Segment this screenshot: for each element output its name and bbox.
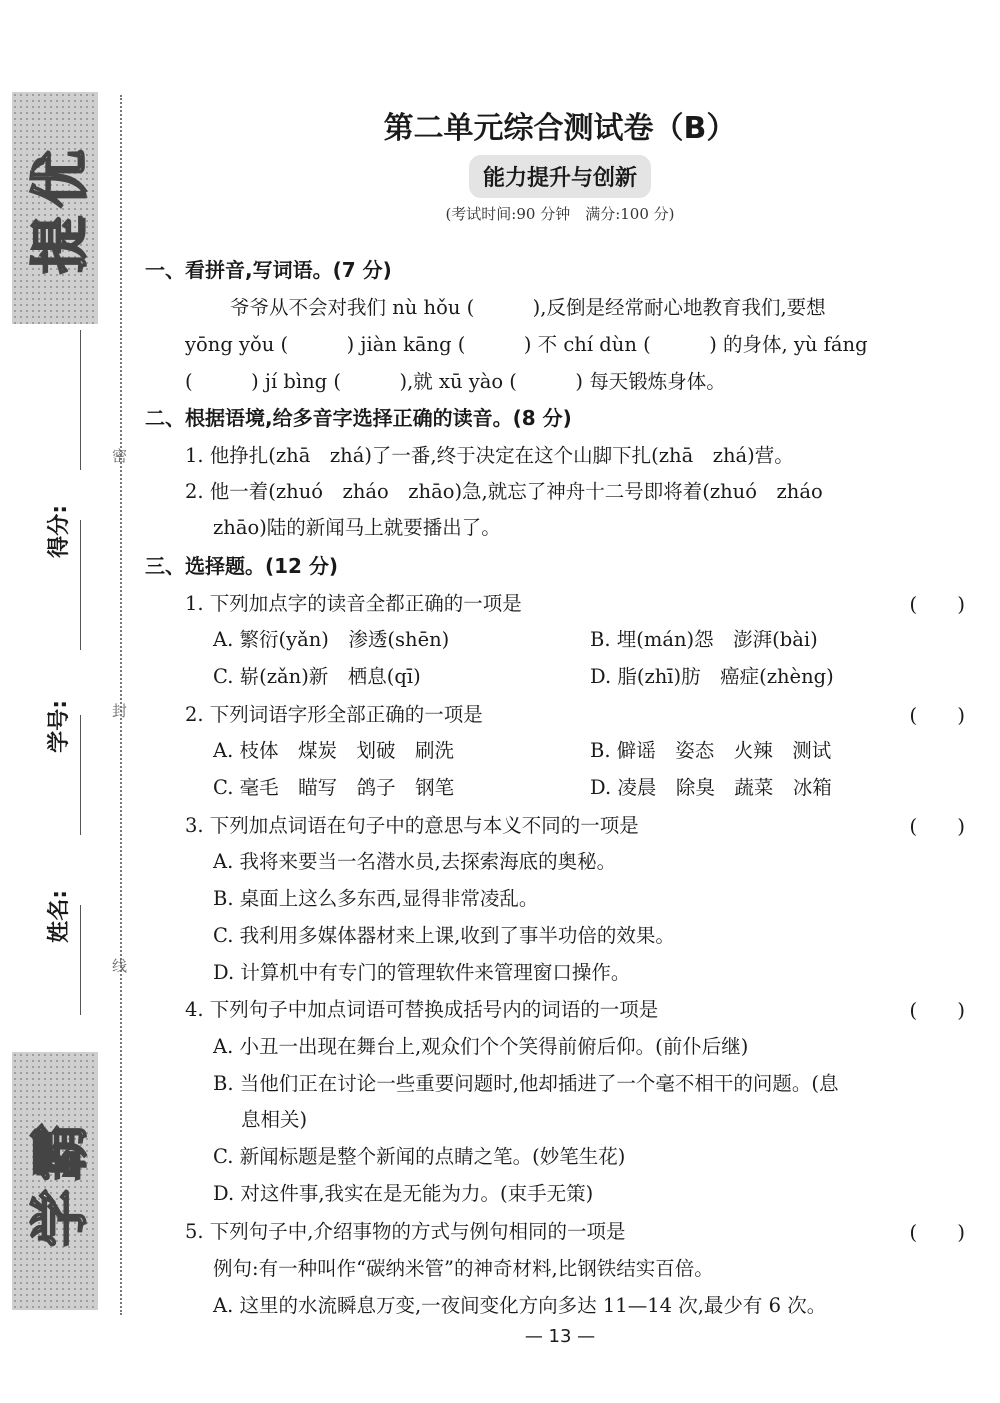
q1-option-a: A. 繁衍(yǎn) 渗透(shēn) bbox=[213, 628, 450, 651]
q2-stem: 2. 下列词语字形全部正确的一项是 bbox=[185, 703, 483, 726]
score-field bbox=[42, 505, 102, 585]
q2-option-b: B. 僻谣 姿态 火辣 测试 bbox=[590, 739, 832, 762]
score-line bbox=[80, 330, 81, 470]
seal-mark-feng: 封 bbox=[112, 702, 128, 720]
q4-option-d: D. 对这件事,我实在是无能为力。(束手无策) bbox=[213, 1182, 594, 1205]
q4-option-a: A. 小丑一出现在舞台上,观众们个个笑得前俯后仰。(前仆后继) bbox=[213, 1035, 749, 1058]
q2-answer-paren[interactable]: ( ) bbox=[909, 703, 965, 727]
s1-line-3: ( ) jí bìng ( ),就 xū yào ( ) 每天锻炼身体。 bbox=[185, 370, 726, 393]
q2-option-c: C. 毫毛 瞄写 鸽子 钢笔 bbox=[213, 776, 455, 799]
q3-option-c: C. 我利用多媒体器材来上课,收到了事半功倍的效果。 bbox=[213, 924, 675, 947]
seal-mark-mi: 密 bbox=[112, 447, 128, 465]
q5-option-a: A. 这里的水流瞬息万变,一夜间变化方向多达 11—14 次,最少有 6 次。 bbox=[213, 1294, 827, 1317]
q3-stem: 3. 下列加点词语在句子中的意思与本义不同的一项是 bbox=[185, 814, 639, 837]
binding-sidebar bbox=[0, 0, 130, 1403]
q1-option-d: D. 脂(zhī)肪 癌症(zhèng) bbox=[590, 665, 834, 688]
page-title: 第二单元综合测试卷（B） bbox=[383, 111, 737, 146]
q5-answer-paren[interactable]: ( ) bbox=[909, 1220, 965, 1244]
section-1-title: 一、看拼音,写词语。(7 分) bbox=[145, 258, 392, 282]
name-label: 姓名: bbox=[47, 890, 72, 943]
q4-stem: 4. 下列句子中加点词语可替换成括号内的词语的一项是 bbox=[185, 998, 659, 1021]
s2-question-1: 1. 他挣扎(zhā zhá)了一番,终于决定在这个山脚下扎(zhā zhá)营。 bbox=[185, 444, 794, 467]
sidebar-bottom-block bbox=[12, 1052, 98, 1310]
s2-question-2b: zhāo)陆的新闻马上就要播出了。 bbox=[213, 516, 501, 539]
q5-stem: 5. 下列句子中,介绍事物的方式与例句相同的一项是 bbox=[185, 1220, 626, 1243]
s1-line-2: yōng yǒu ( ) jiàn kāng ( ) 不 chí dùn ( ) 的身体, yù fáng bbox=[185, 333, 868, 356]
subtitle-wrap bbox=[145, 155, 975, 198]
s2-question-2a: 2. 他一着(zhuó zháo zhāo)急,就忘了神舟十二号即将着(zhuó zháo bbox=[185, 480, 823, 503]
q2-option-d: D. 凌晨 除臭 蔬菜 冰箱 bbox=[590, 776, 832, 799]
exam-info: (考试时间:90 分钟 满分:100 分) bbox=[445, 205, 675, 223]
s1-line-1: 爷爷从不会对我们 nù hǒu ( ),反倒是经常耐心地教育我们,要想 bbox=[230, 296, 826, 319]
q2-option-a: A. 枝体 煤炭 划破 刷洗 bbox=[213, 739, 454, 762]
name-field bbox=[42, 890, 102, 970]
section-2-title: 二、根据语境,给多音字选择正确的读音。(8 分) bbox=[145, 406, 572, 430]
q1-answer-paren[interactable]: ( ) bbox=[909, 592, 965, 616]
section-3-title: 三、选择题。(12 分) bbox=[145, 554, 339, 578]
q1-option-b: B. 埋(mán)怨 澎湃(bài) bbox=[590, 628, 818, 651]
q4-option-b-line2: 息相关) bbox=[241, 1108, 308, 1131]
q4-option-b-line1: B. 当他们正在讨论一些重要问题时,他却插进了一个毫不相干的问题。(息 bbox=[213, 1072, 839, 1095]
class-line bbox=[80, 905, 81, 1015]
student-id-line bbox=[80, 520, 81, 650]
student-id-label: 学号: bbox=[47, 700, 72, 753]
sidebar-top-text: 提优 bbox=[26, 141, 94, 275]
name-line bbox=[80, 715, 81, 835]
q4-option-c: C. 新闻标题是整个新闻的点睛之笔。(妙笔生花) bbox=[213, 1145, 626, 1168]
q1-stem: 1. 下列加点字的读音全都正确的一项是 bbox=[185, 592, 522, 615]
q3-answer-paren[interactable]: ( ) bbox=[909, 814, 965, 838]
score-label: 得分: bbox=[47, 505, 72, 558]
page-subtitle: 能力提升与创新 bbox=[469, 155, 651, 198]
q3-option-b: B. 桌面上这么多东西,显得非常凌乱。 bbox=[213, 887, 539, 910]
sidebar-top-block bbox=[12, 92, 98, 324]
page-number: — 13 — bbox=[524, 1326, 596, 1347]
q3-option-a: A. 我将来要当一名潜水员,去探索海底的奥秘。 bbox=[213, 850, 617, 873]
seal-mark-xian: 线 bbox=[112, 957, 128, 975]
q3-option-d: D. 计算机中有专门的管理软件来管理窗口操作。 bbox=[213, 961, 631, 984]
q1-option-c: C. 崭(zǎn)新 栖息(qī) bbox=[213, 665, 421, 688]
q4-answer-paren[interactable]: ( ) bbox=[909, 998, 965, 1022]
q5-example: 例句:有一种叫作“碳纳米管”的神奇材料,比钢铁结实百倍。 bbox=[213, 1257, 714, 1280]
student-id-field bbox=[42, 700, 102, 780]
sidebar-bottom-text: 学霸 bbox=[26, 1114, 94, 1248]
